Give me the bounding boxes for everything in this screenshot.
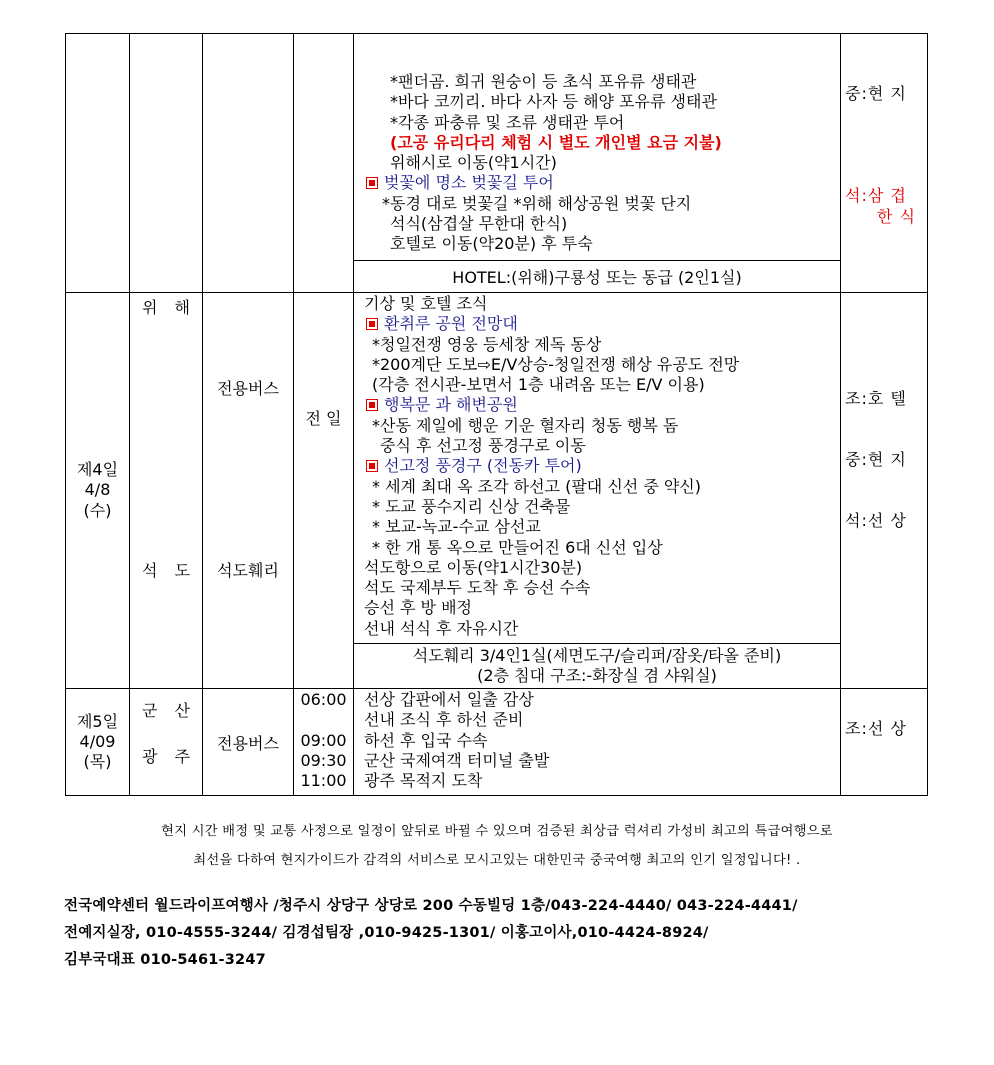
activity-text: 석도 국제부두 도착 후 승선 수속 — [364, 578, 591, 598]
activity-text: 환취루 공원 전망대 — [384, 314, 518, 334]
section-heading — [364, 395, 840, 415]
meal-lunch: 중:현 지 — [845, 84, 907, 103]
activity-line: 군산 국제여객 터미널 출발 — [364, 750, 550, 770]
prev-day-activity-row — [66, 34, 928, 261]
activity-text: * 한 개 통 옥으로 만들어진 6대 신선 입상 — [372, 537, 663, 557]
day4-meal-cell — [841, 293, 928, 689]
day5-activities-cell — [354, 689, 841, 796]
day5-time-cell — [294, 689, 354, 796]
meal-dinner: 석:삼 겹 — [845, 186, 907, 206]
prev-time-cell — [294, 34, 354, 293]
activity-text: *동경 대로 벚꽃길 *위해 해상공원 벚꽃 단지 — [382, 193, 692, 213]
day5-row — [66, 689, 928, 796]
section-heading — [364, 314, 840, 334]
time-label: 09:00 — [300, 730, 347, 750]
day-date: 4/09 — [79, 731, 116, 751]
activity-line — [364, 578, 840, 598]
activity-line — [364, 113, 840, 133]
transport-label: 전용버스 — [217, 733, 279, 753]
prev-hotel-cell — [354, 261, 841, 293]
bullet-square-icon — [366, 318, 378, 330]
notice-line: 현지 시간 배정 및 교통 사정으로 일정이 앞뒤로 바뀔 수 있으며 검증된 최상급 럭셔리 가성비 최고의 특급여행으로 — [161, 824, 833, 839]
day4-activity-row — [66, 293, 928, 644]
contact-line: 전예지실장, 010-4555-3244/ 김경섭팀장 ,010-9425-1301/ 이홍고이사,010-4424-8924/ — [64, 925, 709, 941]
activity-text: *청일전쟁 영웅 등세창 제독 동상 — [372, 334, 602, 354]
day4-day-cell — [66, 293, 130, 689]
transport-label: 전용버스 — [217, 379, 279, 398]
activity-text: 기상 및 호텔 조식 — [364, 294, 488, 313]
activity-text: 벚꽃에 명소 벚꽃길 투어 — [384, 173, 554, 193]
activity-line — [364, 72, 840, 92]
transport-label: 석도훼리 — [217, 561, 279, 581]
city-name: 위 해 — [142, 298, 190, 317]
activity-text: (각층 전시관-보면서 1층 내려옴 또는 E/V 이용) — [372, 375, 705, 395]
hotel-info: HOTEL:(위해)구룡성 또는 동급 (2인1실) — [452, 268, 742, 287]
activity-line — [364, 558, 840, 578]
activity-line: 광주 목적지 도착 — [364, 771, 483, 791]
section-heading — [364, 173, 840, 193]
activity-line — [364, 497, 840, 517]
day-weekday: (목) — [83, 752, 112, 772]
day-label: 제5일 — [76, 711, 119, 731]
city-name: 석 도 — [142, 561, 190, 581]
activity-line — [364, 194, 840, 214]
day-label: 제4일 — [76, 460, 119, 480]
activity-text: 호텔로 이동(약20분) 후 투숙 — [390, 234, 593, 254]
activity-text: * 보교-녹교-수교 삼선교 — [372, 517, 541, 537]
activity-text: 선내 석식 후 자유시간 — [364, 618, 519, 638]
activity-line — [364, 477, 840, 497]
activity-text: *200계단 도보⇨E/V상승-청일전쟁 해상 유공도 전망 — [372, 354, 740, 374]
activity-text: *바다 코끼리. 바다 사자 등 해양 포유류 생태관 — [390, 92, 717, 112]
meal-dinner: 석:선 상 — [845, 510, 907, 530]
activity-text: 행복문 과 해변공원 — [384, 395, 518, 415]
section-heading — [364, 456, 840, 476]
day5-transport-cell — [203, 689, 294, 796]
meal-breakfast: 조:선 상 — [845, 719, 907, 738]
activity-text: 석도항으로 이동(약1시간30분) — [364, 557, 583, 577]
day4-hotel-cell — [354, 644, 841, 689]
activity-line — [364, 153, 840, 173]
city-name: 군 산 — [142, 701, 190, 720]
time-label: 11:00 — [300, 771, 347, 791]
contact-line: 전국예약센터 월드라이프여행사 /청주시 상당구 상당로 200 수동빌딩 1층/043-224-4440/ 043-224-4441/ — [64, 898, 798, 914]
activity-line — [364, 619, 840, 639]
hotel-info-detail: (2층 침대 구조:-화장실 겸 샤워실) — [477, 666, 717, 685]
time-label: 09:30 — [300, 750, 347, 770]
day5-city-cell — [130, 689, 203, 796]
meal-lunch: 중:현 지 — [845, 450, 907, 470]
day-weekday: (수) — [83, 500, 112, 520]
contact-line: 김부국대표 010-5461-3247 — [64, 952, 266, 968]
activity-text: (고공 유리다리 체험 시 별도 개인별 요금 지불) — [390, 132, 722, 152]
activity-line — [364, 92, 840, 112]
time-label: 06:00 — [300, 690, 347, 709]
prev-city-cell — [130, 34, 203, 293]
prev-meal-cell — [841, 34, 928, 293]
day4-transport-cell — [203, 293, 294, 689]
activity-line — [364, 416, 840, 436]
day5-meal-cell — [841, 689, 928, 796]
time-label: 전 일 — [305, 409, 342, 428]
prev-activities-cell — [354, 34, 841, 261]
city-name: 광 주 — [142, 747, 190, 767]
hotel-info: 석도훼리 3/4인1실(세면도구/슬리퍼/잠옷/타올 준비) — [412, 645, 782, 665]
day4-city-cell — [130, 293, 203, 689]
activity-text: *산동 제일에 행운 기운 혈자리 청동 행복 돔 — [372, 415, 679, 435]
activity-line — [364, 538, 840, 558]
activity-text: 중식 후 선고정 풍경구로 이동 — [380, 436, 586, 456]
notice-line: 최선을 다하여 현지가이드가 감격의 서비스로 모시고있는 대한민국 중국여행 최고의 인기 일정입니다! . — [193, 853, 801, 868]
activity-text: 석식(삼겹살 무한대 한식) — [390, 214, 568, 234]
activity-line — [364, 355, 840, 375]
activity-line — [364, 598, 840, 618]
bullet-square-icon — [366, 460, 378, 472]
activity-line: 선내 조식 후 하선 준비 — [364, 710, 524, 730]
activity-text: 승선 후 방 배정 — [364, 598, 472, 618]
day4-time-cell — [294, 293, 354, 689]
time-label — [294, 710, 353, 730]
prev-transport-cell — [203, 34, 294, 293]
activity-line — [364, 335, 840, 355]
activity-line — [364, 436, 840, 456]
activity-text: *팬더곰. 희귀 원숭이 등 초식 포유류 생태관 — [390, 72, 697, 91]
prev-day-cell — [66, 34, 130, 293]
activity-text: *각종 파충류 및 조류 생태관 투어 — [390, 112, 625, 132]
activity-line — [364, 294, 840, 314]
activity-line — [364, 234, 840, 254]
itinerary-table — [65, 33, 928, 796]
activity-text: 선고정 풍경구 (전동카 투어) — [384, 456, 582, 476]
activity-line — [364, 214, 840, 234]
meal-breakfast: 조:호 텔 — [845, 389, 907, 408]
activity-line: 하선 후 입국 수속 — [364, 730, 488, 750]
day-date: 4/8 — [84, 480, 111, 500]
day4-activities-cell — [354, 293, 841, 644]
day5-day-cell — [66, 689, 130, 796]
bullet-square-icon — [366, 177, 378, 189]
activity-line — [364, 517, 840, 537]
bullet-square-icon — [366, 399, 378, 411]
activity-line: 선상 갑판에서 일출 감상 — [364, 690, 534, 709]
meal-dinner-cont: 한 식 — [877, 206, 916, 226]
activity-line — [364, 375, 840, 395]
activity-text: * 도교 풍수지리 신상 건축물 — [372, 496, 571, 516]
activity-text: 위해시로 이동(약1시간) — [390, 153, 557, 173]
activity-text: * 세계 최대 옥 조각 하선고 (팔대 신선 중 약신) — [372, 476, 702, 496]
activity-line — [364, 133, 840, 153]
